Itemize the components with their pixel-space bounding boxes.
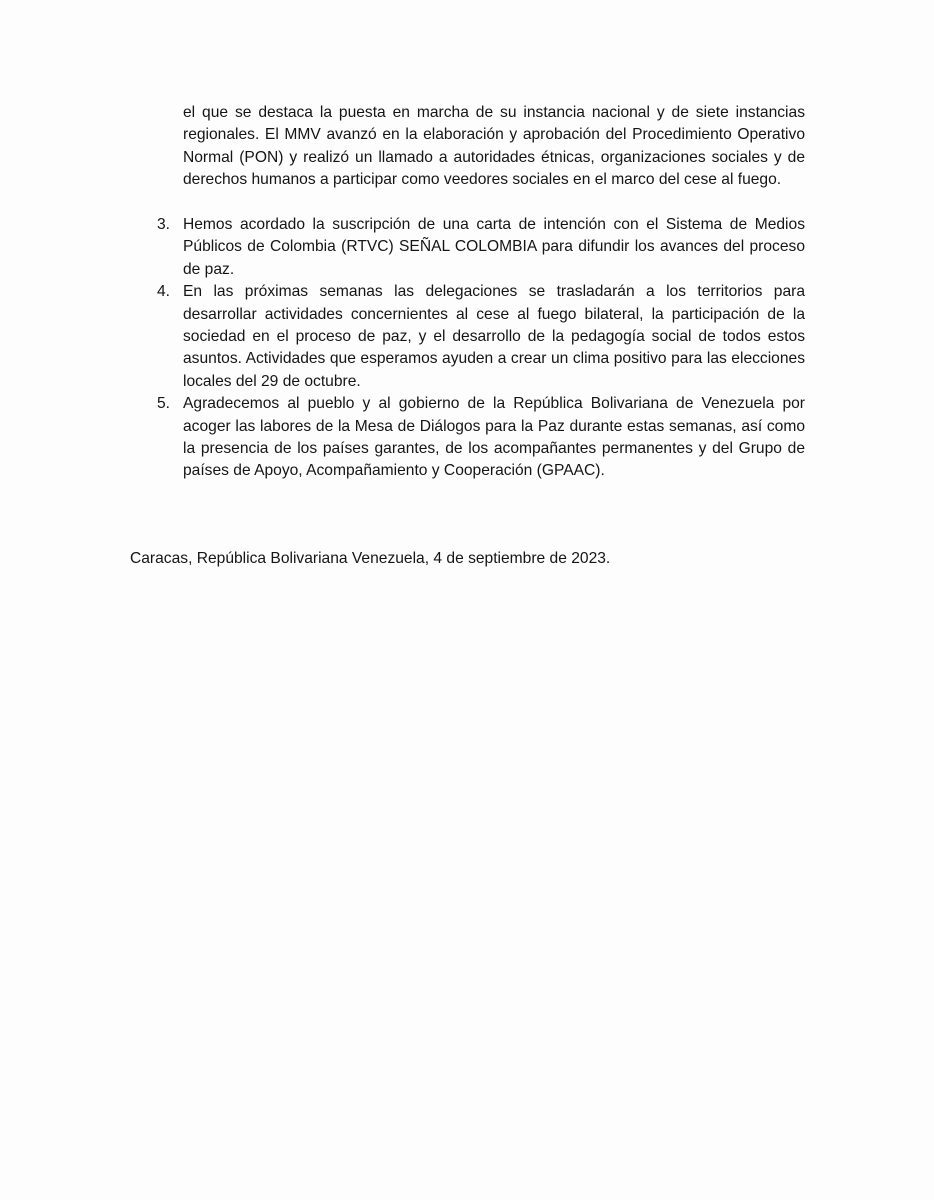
list-item [150, 214, 805, 281]
list-item-text: En las próximas semanas las delegaciones se trasladarán a los territorios para desarrollar actividades concernientes al cese al fuego bilateral, la participación de la sociedad en el proceso de paz, y el desarrollo de la pedagogía social de todos estos asuntos. Actividades que esperamos ayuden a crear un clima positivo para las elecciones locales del 29 de octubre. [183, 283, 805, 390]
list-item [150, 393, 805, 483]
numbered-list [150, 214, 805, 483]
list-item-number: 4. [157, 283, 171, 301]
continuation-paragraph: el que se destaca la puesta en marcha de su instancia nacional y de siete instancias regionales. El MMV avanzó en la elaboración y aprobación del Procedimiento Operativo Normal (PON) y realizó un llamado a autoridades étnicas, organizaciones sociales y de derechos humanos a participar como veedores sociales en el marco del cese al fuego. [183, 104, 805, 189]
list-item-number: 5. [157, 395, 171, 413]
list-item-number: 3. [157, 216, 171, 233]
list-item-text: Hemos acordado la suscripción de una carta de intención con el Sistema de Medios Públicos de Colombia (RTVC) SEÑAL COLOMBIA para difundir los avances del proceso de paz. [183, 216, 805, 278]
list-item-text: Agradecemos al pueblo y al gobierno de la República Bolivariana de Venezuela por acoger las labores de la Mesa de Diálogos para la Paz durante estas semanas, así como la presencia de los países garantes, de los acompañantes permanentes y del Grupo de países de Apoyo, Acompañamiento y Cooperación (GPAAC). [183, 395, 805, 480]
closing-place-date: Caracas, República Bolivariana Venezuela, 4 de septiembre de 2023. [130, 550, 611, 567]
list-item [150, 281, 805, 393]
